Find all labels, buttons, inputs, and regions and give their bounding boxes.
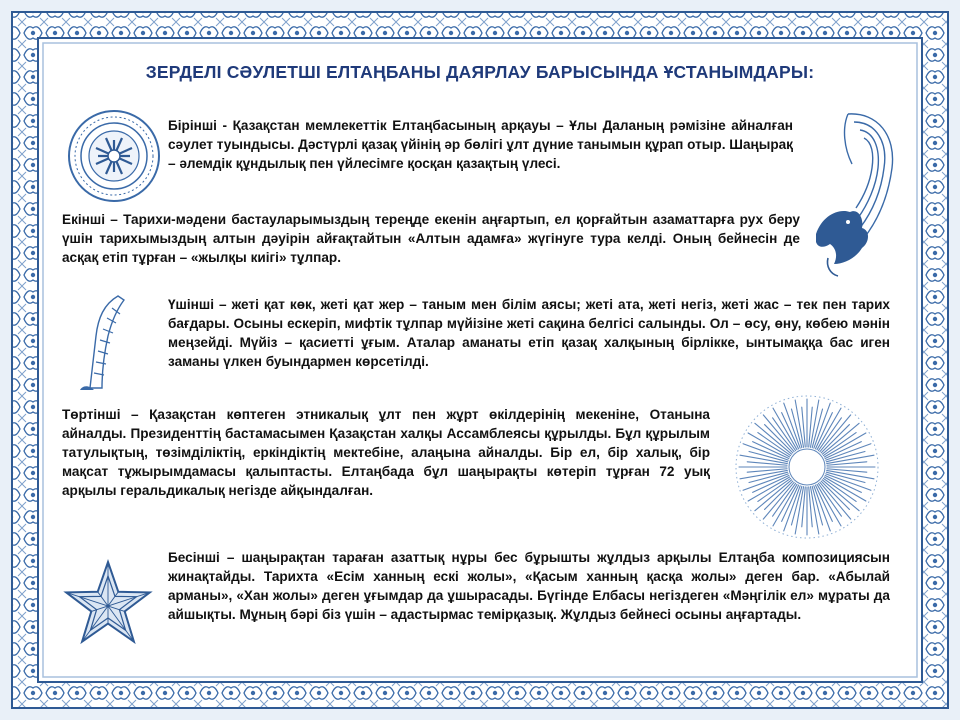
star-emblem: [60, 556, 156, 652]
paragraph-fourth: Төртінші – Қазақстан көптеген этникалық ұлт пен жұрт өкілдерінің мекеніне, Отанына айналды. Президенттің бастамасымен Қазақстан халқы Ассамблеясы құрылды. Бұл құрылым татулықтың, төзімділіктің, еркіндіктің мектебіне, алаңына айналды. Бір ел, бір халық, бір мақсат тұжырымдамасы қалыптасты. Елтаңбада бұл шаңырақты көтеріп тұрған 72 уық арқылы геральдикалық негізде айқындалған.: [62, 407, 710, 498]
horn-emblem: [68, 292, 128, 392]
shanyrak-emblem: [66, 108, 162, 204]
page-title: ЗЕРДЕЛІ СӘУЛЕТШІ ЕЛТАҢБАНЫ ДАЯРЛАУ БАРЫСЫНДА ҰСТАНЫМДАРЫ:: [145, 62, 815, 82]
paragraph-third: Үшінші – жеті қат көк, жеті қат жер – таным мен білім аясы; жеті ата, жеті негіз, жеті жас – тек пен тарих бағдары. Осыны ескеріп, мифтік тұлпар мүйізіне жеті сақина белгісі салынды. Ол – өсу, өну, көбею мәнін меңзейді. Мүйіз – қасиетті ұғым. Аталар аманаты етіп қазақ халқының бірлікке, ынтымаққа бас иген заманы үлкен буындармен көрсетілді.: [168, 297, 890, 369]
paragraph-second: Екінші – Тарихи-мәдени бастауларымыздың тереңде екенін аңғартып, ел қорғайтын азаматтарға рух беру үшін тарихымыздың алтын дәуірін айғақтайтын «Алтын адамға» жүгінуге тура келді. Оның бейнесін де асқақ етіп тұрған – «жылқы киігі» тұлпар.: [62, 212, 800, 265]
sunburst-emblem: [732, 392, 882, 542]
paragraph-first: Бірінші - Қазақстан мемлекеттік Елтаңбасының арқауы – Ұлы Даланың рәмізіне айналған сәулет туындысы. Дәстүрлі қазақ үйінің әр бөлігі ұлт дүние танымын құрап отыр. Шаңырақ – әлемдік құндылық пен үйлесімге қосқан қазақтың үлесі.: [168, 118, 793, 171]
winged-horse-emblem: [808, 108, 900, 278]
paragraph-fifth: Бесінші – шаңырақтан тараған азаттық нұры бес бұрышты жұлдыз арқылы Елтаңба композициясын жинақтайды. Тарихта «Есім ханның ескі жолы», «Қасым ханның қасқа жолы» деген бар. «Абылай арманы», «Хан жолы» деген ұғымдар да ұшырасады. Бүгінде Елбасы негіздеген «Мәңгілік ел» мұраты да айшықты. Мұның бәрі біз үшін – адастырмас темірқазық. Жұлдыз бейнесі осыны аңғартады.: [168, 550, 890, 622]
